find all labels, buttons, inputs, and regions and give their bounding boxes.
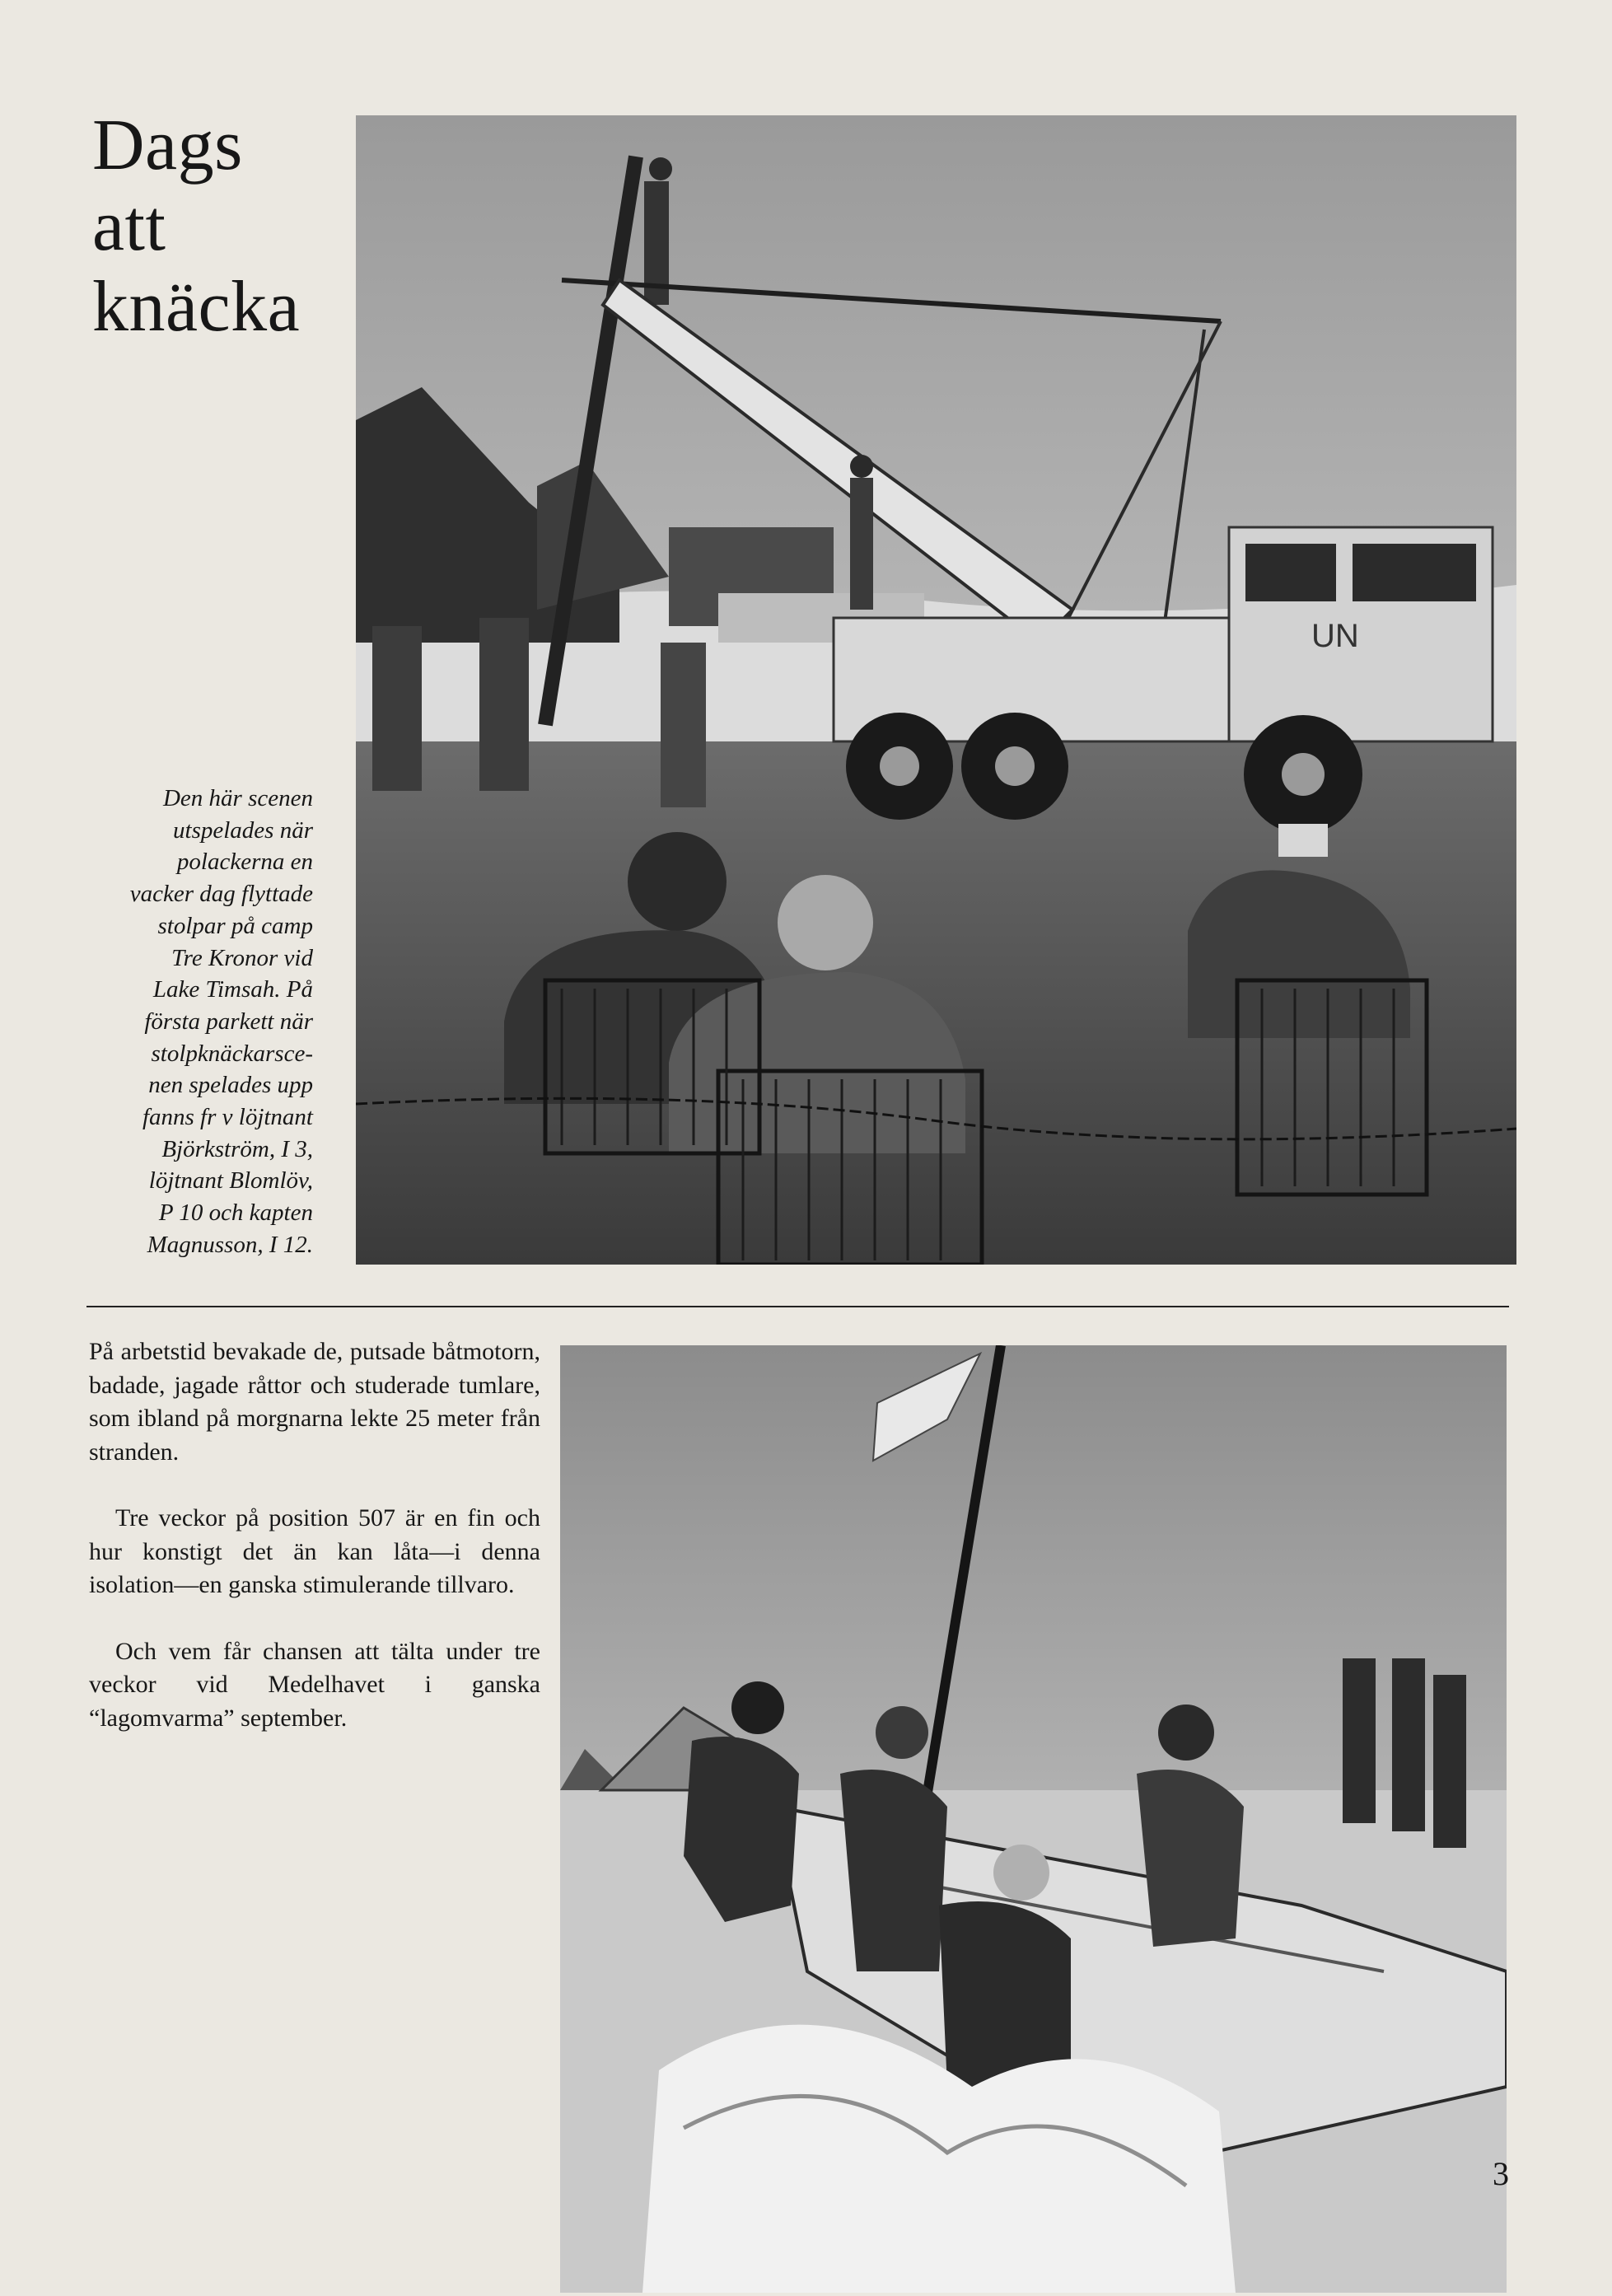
body-paragraph: Och vem får chansen att tälta under tre veckor vid Medelhavet i ganska “lagomvarma” september. xyxy=(89,1637,540,1732)
caption-line: P 10 och kapten xyxy=(158,1199,313,1227)
caption-line: polackerna en xyxy=(176,849,313,876)
caption-line: stolpar på camp xyxy=(157,912,313,939)
title-line: knäcka xyxy=(92,267,301,347)
caption-line: fanns fr v löjtnant xyxy=(142,1104,313,1131)
caption-line: utspelades när xyxy=(173,816,313,844)
article-title xyxy=(92,105,364,348)
body-paragraph: Tre veckor på position 507 är en fin och hur konstigt det än kan låta—i denna isolation—en ganska stimulerande tillvaro. xyxy=(89,1504,540,1598)
un-marking: UN xyxy=(1311,618,1359,654)
photo-beach-boat xyxy=(560,1345,1507,2293)
caption-line: Magnusson, I 12. xyxy=(147,1231,313,1258)
caption-line: första parkett när xyxy=(144,1008,313,1035)
caption-line: löjtnant Blomlöv, xyxy=(148,1167,313,1195)
photo-caption xyxy=(82,783,313,1261)
title-line: Dags xyxy=(92,105,243,185)
caption-line: Björkström, I 3, xyxy=(161,1135,313,1162)
caption-line: Den här scenen xyxy=(162,785,313,811)
caption-line: Tre Kronor vid xyxy=(171,944,313,971)
page-number: 3 xyxy=(1493,2155,1509,2192)
article-body xyxy=(89,1335,540,1768)
section-divider xyxy=(86,1306,1509,1307)
body-paragraph: På arbetstid bevakade de, putsade båtmotorn, badade, jagade råttor och studerade tumlare, som ibland på morgnarna lekte 25 meter från stranden. xyxy=(89,1338,540,1466)
caption-line: vacker dag flyttade xyxy=(129,881,313,908)
title-line: att xyxy=(92,186,166,266)
caption-line: nen spelades upp xyxy=(148,1072,313,1099)
caption-line: Lake Timsah. På xyxy=(152,976,313,1003)
caption-line: stolpknäckarsce- xyxy=(151,1040,313,1067)
photo-crane-camp xyxy=(356,115,1516,1265)
